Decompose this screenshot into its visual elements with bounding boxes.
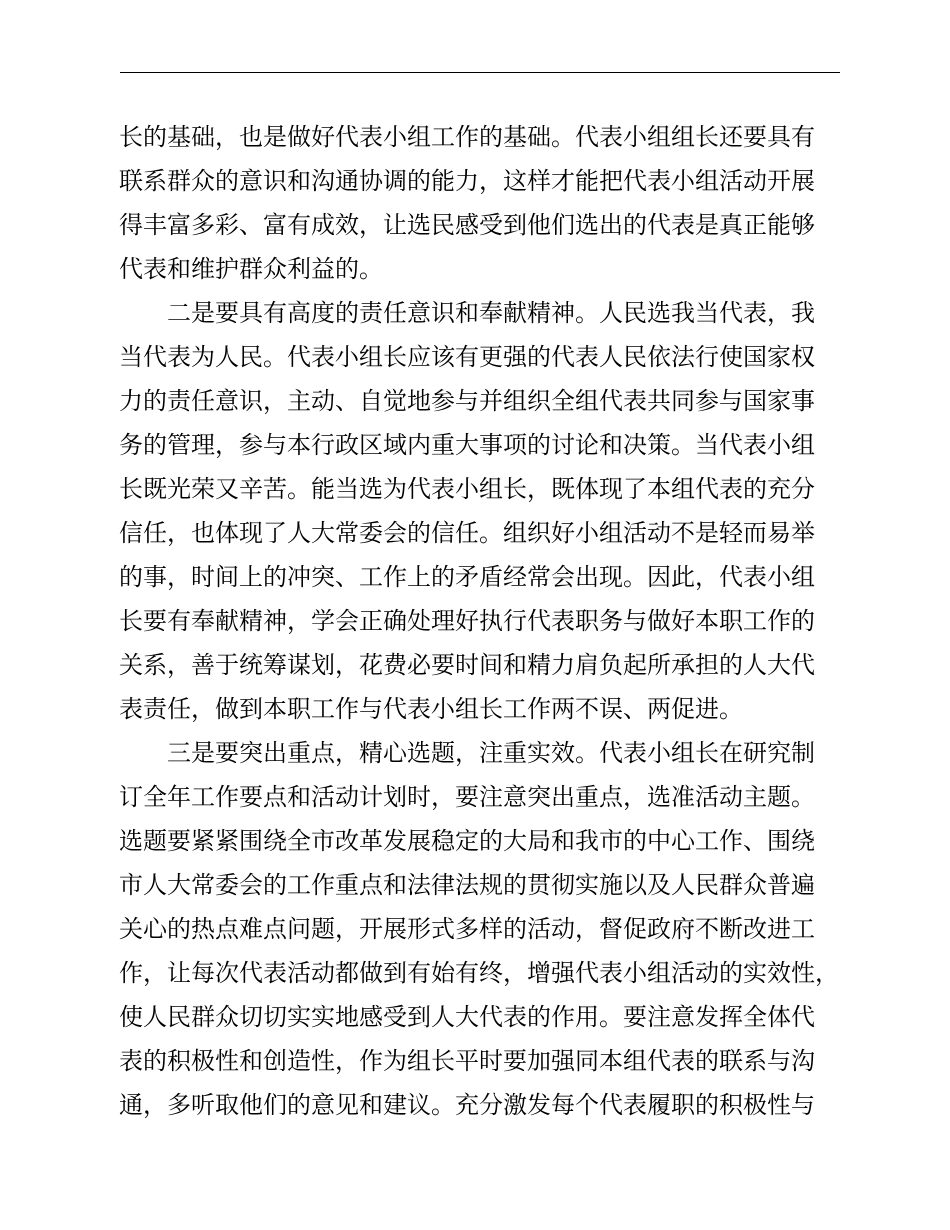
text-line: 得丰富多彩、富有成效，让选民感受到他们选出的代表是真正能够 bbox=[119, 211, 815, 239]
text-line: 的事，时间上的冲突、工作上的矛盾经常会出现。因此，代表小组 bbox=[119, 563, 815, 591]
text-line: 长既光荣又辛苦。能当选为代表小组长，既体现了本组代表的充分 bbox=[119, 475, 815, 503]
text-line: 联系群众的意识和沟通协调的能力，这样才能把代表小组活动开展 bbox=[119, 167, 815, 195]
paragraph-start-line: 二是要具有高度的责任意识和奉献精神。人民选我当代表，我 bbox=[167, 299, 815, 327]
text-line: 关心的热点难点问题，开展形式多样的活动，督促政府不断改进工 bbox=[119, 915, 815, 943]
text-line: 通，多听取他们的意见和建议。充分激发每个代表履职的积极性与 bbox=[119, 1091, 815, 1119]
text-line: 当代表为人民。代表小组长应该有更强的代表人民依法行使国家权 bbox=[119, 343, 815, 371]
text-line: 市人大常委会的工作重点和法律法规的贯彻实施以及人民群众普遍 bbox=[119, 871, 815, 899]
text-line: 长要有奉献精神，学会正确处理好执行代表职务与做好本职工作的 bbox=[119, 607, 815, 635]
text-line: 表的积极性和创造性，作为组长平时要加强同本组代表的联系与沟 bbox=[119, 1047, 815, 1075]
text-line: 关系，善于统筹谋划，花费必要时间和精力肩负起所承担的人大代 bbox=[119, 651, 815, 679]
paragraph-start-line: 三是要突出重点，精心选题，注重实效。代表小组长在研究制 bbox=[167, 739, 815, 767]
text-line: 代表和维护群众利益的。 bbox=[119, 255, 383, 283]
body-text bbox=[119, 115, 879, 1127]
text-line: 作，让每次代表活动都做到有始有终，增强代表小组活动的实效性， bbox=[119, 959, 839, 987]
text-line: 表责任，做到本职工作与代表小组长工作两不误、两促进。 bbox=[119, 695, 743, 723]
text-line: 订全年工作要点和活动计划时，要注意突出重点，选准活动主题。 bbox=[119, 783, 815, 811]
text-line: 力的责任意识，主动、自觉地参与并组织全组代表共同参与国家事 bbox=[119, 387, 815, 415]
text-line: 使人民群众切切实实地感受到人大代表的作用。要注意发挥全体代 bbox=[119, 1003, 815, 1031]
header-rule bbox=[120, 72, 840, 73]
text-line: 长的基础，也是做好代表小组工作的基础。代表小组组长还要具有 bbox=[119, 123, 815, 151]
text-line: 信任，也体现了人大常委会的信任。组织好小组活动不是轻而易举 bbox=[119, 519, 815, 547]
text-line: 选题要紧紧围绕全市改革发展稳定的大局和我市的中心工作、围绕 bbox=[119, 827, 815, 855]
text-line: 务的管理，参与本行政区域内重大事项的讨论和决策。当代表小组 bbox=[119, 431, 815, 459]
